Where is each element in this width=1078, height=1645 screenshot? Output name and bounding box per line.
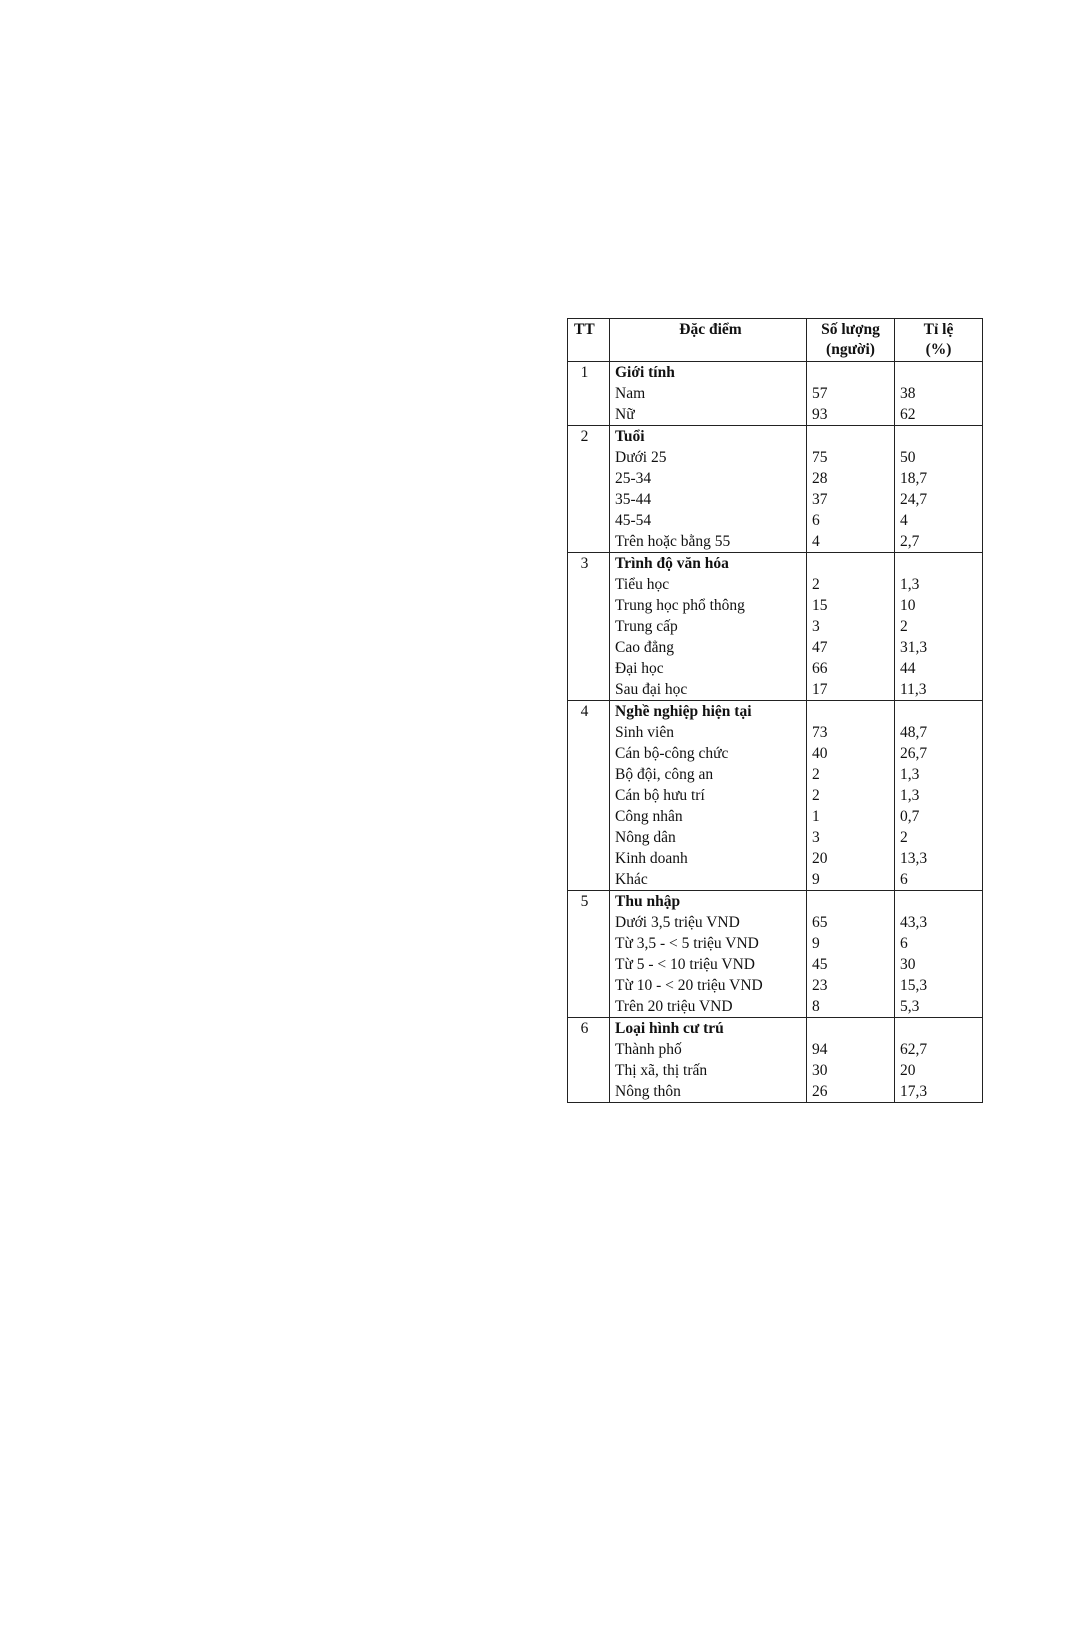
row-tt-empty bbox=[568, 806, 610, 827]
row-count: 26 bbox=[807, 1081, 895, 1103]
table-row bbox=[568, 574, 983, 595]
row-tt-empty bbox=[568, 827, 610, 848]
group-percent-empty bbox=[895, 701, 983, 723]
group-heading-row bbox=[568, 701, 983, 723]
table-row bbox=[568, 447, 983, 468]
row-tt-empty bbox=[568, 785, 610, 806]
row-percent: 48,7 bbox=[895, 722, 983, 743]
table-row bbox=[568, 1081, 983, 1103]
row-tt-empty bbox=[568, 510, 610, 531]
row-label: Nữ bbox=[610, 404, 807, 426]
row-tt-empty bbox=[568, 848, 610, 869]
row-count: 94 bbox=[807, 1039, 895, 1060]
table-row bbox=[568, 975, 983, 996]
table-row bbox=[568, 743, 983, 764]
table-row bbox=[568, 806, 983, 827]
row-label: 25-34 bbox=[610, 468, 807, 489]
group-percent-empty bbox=[895, 891, 983, 913]
table-row bbox=[568, 869, 983, 891]
group-heading-row bbox=[568, 891, 983, 913]
row-tt-empty bbox=[568, 658, 610, 679]
row-count: 8 bbox=[807, 996, 895, 1018]
row-label: Sinh viên bbox=[610, 722, 807, 743]
table-row bbox=[568, 785, 983, 806]
row-count: 2 bbox=[807, 764, 895, 785]
row-percent: 11,3 bbox=[895, 679, 983, 701]
row-count: 40 bbox=[807, 743, 895, 764]
group-number: 1 bbox=[568, 362, 610, 384]
row-tt-empty bbox=[568, 616, 610, 637]
row-percent: 44 bbox=[895, 658, 983, 679]
demographics-table bbox=[567, 318, 983, 1103]
row-percent: 5,3 bbox=[895, 996, 983, 1018]
row-percent: 1,3 bbox=[895, 764, 983, 785]
row-tt-empty bbox=[568, 996, 610, 1018]
table-body bbox=[568, 362, 983, 1103]
group-title: Giới tính bbox=[610, 362, 807, 384]
group-count-empty bbox=[807, 1018, 895, 1040]
row-tt-empty bbox=[568, 912, 610, 933]
row-label: Thành phố bbox=[610, 1039, 807, 1060]
table-row bbox=[568, 912, 983, 933]
header-pct-line1: Tỉ lệ bbox=[923, 321, 954, 338]
group-percent-empty bbox=[895, 426, 983, 448]
group-percent-empty bbox=[895, 553, 983, 575]
row-label: 45-54 bbox=[610, 510, 807, 531]
row-tt-empty bbox=[568, 869, 610, 891]
row-label: Từ 5 - < 10 triệu VND bbox=[610, 954, 807, 975]
row-count: 2 bbox=[807, 785, 895, 806]
row-count: 3 bbox=[807, 616, 895, 637]
row-tt-empty bbox=[568, 954, 610, 975]
row-count: 65 bbox=[807, 912, 895, 933]
table-row bbox=[568, 848, 983, 869]
row-label: Nam bbox=[610, 383, 807, 404]
row-label: Dưới 25 bbox=[610, 447, 807, 468]
row-percent: 2 bbox=[895, 827, 983, 848]
row-percent: 18,7 bbox=[895, 468, 983, 489]
row-percent: 38 bbox=[895, 383, 983, 404]
row-count: 37 bbox=[807, 489, 895, 510]
row-label: Trung học phổ thông bbox=[610, 595, 807, 616]
table-row bbox=[568, 404, 983, 426]
row-percent: 10 bbox=[895, 595, 983, 616]
row-count: 4 bbox=[807, 531, 895, 553]
header-count bbox=[807, 319, 895, 362]
row-percent: 31,3 bbox=[895, 637, 983, 658]
table-row bbox=[568, 1039, 983, 1060]
group-percent-empty bbox=[895, 1018, 983, 1040]
row-percent: 6 bbox=[895, 869, 983, 891]
group-number: 5 bbox=[568, 891, 610, 913]
row-count: 6 bbox=[807, 510, 895, 531]
row-percent: 0,7 bbox=[895, 806, 983, 827]
row-count: 9 bbox=[807, 869, 895, 891]
row-percent: 62 bbox=[895, 404, 983, 426]
row-count: 30 bbox=[807, 1060, 895, 1081]
row-label: Công nhân bbox=[610, 806, 807, 827]
row-label: Từ 3,5 - < 5 triệu VND bbox=[610, 933, 807, 954]
row-count: 57 bbox=[807, 383, 895, 404]
header-count-line2: (người) bbox=[826, 341, 875, 358]
row-label: Trên hoặc bằng 55 bbox=[610, 531, 807, 553]
row-percent: 24,7 bbox=[895, 489, 983, 510]
row-tt-empty bbox=[568, 764, 610, 785]
row-percent: 4 bbox=[895, 510, 983, 531]
row-percent: 1,3 bbox=[895, 785, 983, 806]
group-heading-row bbox=[568, 553, 983, 575]
table-row bbox=[568, 1060, 983, 1081]
row-label: Sau đại học bbox=[610, 679, 807, 701]
group-heading-row bbox=[568, 426, 983, 448]
row-count: 73 bbox=[807, 722, 895, 743]
group-number: 3 bbox=[568, 553, 610, 575]
row-label: Cán bộ-công chức bbox=[610, 743, 807, 764]
table-row bbox=[568, 764, 983, 785]
row-label: Nông thôn bbox=[610, 1081, 807, 1103]
row-tt-empty bbox=[568, 1039, 610, 1060]
row-percent: 2,7 bbox=[895, 531, 983, 553]
row-percent: 30 bbox=[895, 954, 983, 975]
row-tt-empty bbox=[568, 743, 610, 764]
group-number: 2 bbox=[568, 426, 610, 448]
group-number: 6 bbox=[568, 1018, 610, 1040]
table-row bbox=[568, 679, 983, 701]
row-tt-empty bbox=[568, 722, 610, 743]
row-label: Kinh doanh bbox=[610, 848, 807, 869]
group-count-empty bbox=[807, 891, 895, 913]
table-row bbox=[568, 489, 983, 510]
row-count: 1 bbox=[807, 806, 895, 827]
row-count: 93 bbox=[807, 404, 895, 426]
table-row bbox=[568, 595, 983, 616]
row-tt-empty bbox=[568, 933, 610, 954]
group-count-empty bbox=[807, 426, 895, 448]
row-tt-empty bbox=[568, 468, 610, 489]
row-tt-empty bbox=[568, 383, 610, 404]
row-label: Trên 20 triệu VND bbox=[610, 996, 807, 1018]
row-count: 3 bbox=[807, 827, 895, 848]
group-title: Thu nhập bbox=[610, 891, 807, 913]
row-label: Khác bbox=[610, 869, 807, 891]
row-tt-empty bbox=[568, 1060, 610, 1081]
row-tt-empty bbox=[568, 404, 610, 426]
row-count: 28 bbox=[807, 468, 895, 489]
row-label: 35-44 bbox=[610, 489, 807, 510]
row-percent: 13,3 bbox=[895, 848, 983, 869]
row-label: Từ 10 - < 20 triệu VND bbox=[610, 975, 807, 996]
row-percent: 20 bbox=[895, 1060, 983, 1081]
row-tt-empty bbox=[568, 531, 610, 553]
row-tt-empty bbox=[568, 447, 610, 468]
group-title: Trình độ văn hóa bbox=[610, 553, 807, 575]
row-percent: 6 bbox=[895, 933, 983, 954]
row-label: Tiểu học bbox=[610, 574, 807, 595]
header-feature: Đặc điểm bbox=[610, 319, 807, 362]
row-label: Nông dân bbox=[610, 827, 807, 848]
row-tt-empty bbox=[568, 975, 610, 996]
row-label: Thị xã, thị trấn bbox=[610, 1060, 807, 1081]
group-title: Nghề nghiệp hiện tại bbox=[610, 701, 807, 723]
group-heading-row bbox=[568, 362, 983, 384]
table-row bbox=[568, 616, 983, 637]
demographics-table-container bbox=[567, 318, 982, 1103]
row-label: Cán bộ hưu trí bbox=[610, 785, 807, 806]
row-percent: 62,7 bbox=[895, 1039, 983, 1060]
group-title: Loại hình cư trú bbox=[610, 1018, 807, 1040]
row-tt-empty bbox=[568, 637, 610, 658]
table-row bbox=[568, 722, 983, 743]
row-percent: 1,3 bbox=[895, 574, 983, 595]
row-label: Đại học bbox=[610, 658, 807, 679]
table-row bbox=[568, 531, 983, 553]
table-row bbox=[568, 468, 983, 489]
group-count-empty bbox=[807, 701, 895, 723]
row-tt-empty bbox=[568, 574, 610, 595]
row-count: 47 bbox=[807, 637, 895, 658]
row-count: 9 bbox=[807, 933, 895, 954]
row-count: 20 bbox=[807, 848, 895, 869]
table-row bbox=[568, 827, 983, 848]
row-percent: 17,3 bbox=[895, 1081, 983, 1103]
row-count: 23 bbox=[807, 975, 895, 996]
table-row bbox=[568, 510, 983, 531]
table-row bbox=[568, 933, 983, 954]
row-count: 75 bbox=[807, 447, 895, 468]
row-tt-empty bbox=[568, 489, 610, 510]
row-percent: 2 bbox=[895, 616, 983, 637]
row-label: Bộ đội, công an bbox=[610, 764, 807, 785]
row-percent: 43,3 bbox=[895, 912, 983, 933]
header-pct-line2: (%) bbox=[925, 341, 952, 358]
row-percent: 15,3 bbox=[895, 975, 983, 996]
header-percent bbox=[895, 319, 983, 362]
row-count: 17 bbox=[807, 679, 895, 701]
row-count: 2 bbox=[807, 574, 895, 595]
group-heading-row bbox=[568, 1018, 983, 1040]
group-number: 4 bbox=[568, 701, 610, 723]
group-percent-empty bbox=[895, 362, 983, 384]
row-tt-empty bbox=[568, 1081, 610, 1103]
row-label: Trung cấp bbox=[610, 616, 807, 637]
row-count: 45 bbox=[807, 954, 895, 975]
row-label: Dưới 3,5 triệu VND bbox=[610, 912, 807, 933]
row-tt-empty bbox=[568, 595, 610, 616]
header-count-line1: Số lượng bbox=[821, 321, 880, 338]
table-row bbox=[568, 658, 983, 679]
table-row bbox=[568, 996, 983, 1018]
table-header-row bbox=[568, 319, 983, 362]
group-count-empty bbox=[807, 553, 895, 575]
group-title: Tuổi bbox=[610, 426, 807, 448]
row-percent: 26,7 bbox=[895, 743, 983, 764]
row-label: Cao đẳng bbox=[610, 637, 807, 658]
group-count-empty bbox=[807, 362, 895, 384]
table-row bbox=[568, 637, 983, 658]
header-tt: TT bbox=[568, 319, 610, 362]
row-percent: 50 bbox=[895, 447, 983, 468]
table-row bbox=[568, 954, 983, 975]
table-row bbox=[568, 383, 983, 404]
row-count: 15 bbox=[807, 595, 895, 616]
row-tt-empty bbox=[568, 679, 610, 701]
row-count: 66 bbox=[807, 658, 895, 679]
